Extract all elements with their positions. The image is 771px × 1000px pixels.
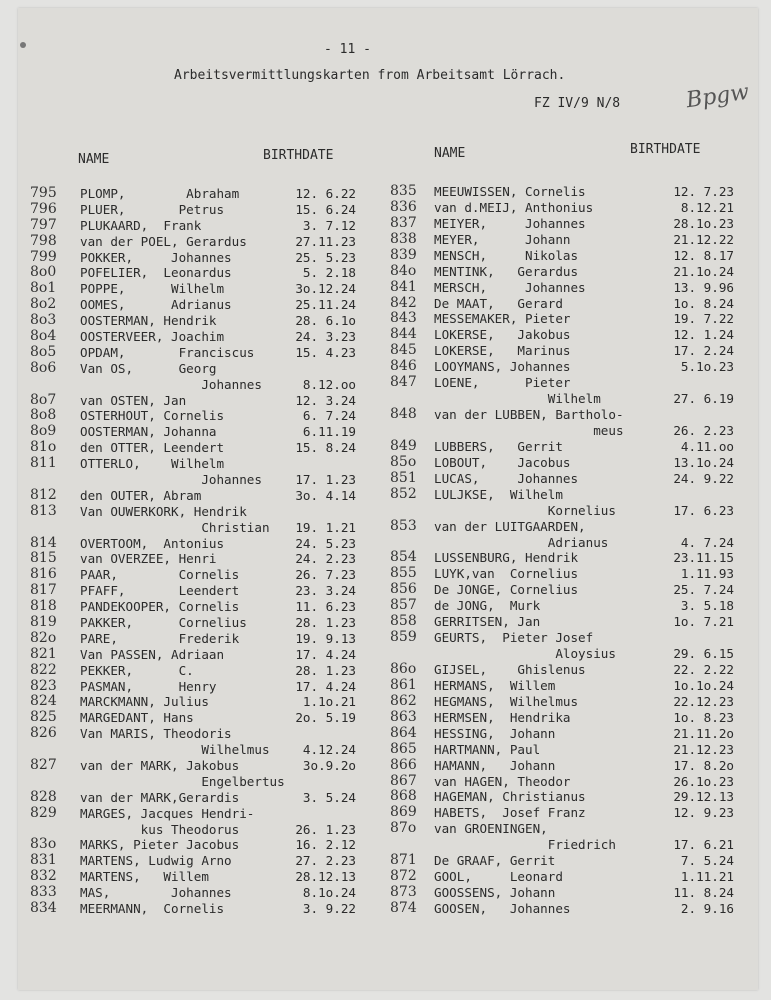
record-name: Engelbertus xyxy=(80,773,285,789)
record-name: HABETS, Josef Franz xyxy=(434,805,586,821)
record-birthdate: 15. 8.24 xyxy=(295,440,356,456)
record-birthdate: 17. 4.24 xyxy=(295,678,356,694)
record-name: HESSING, Johann xyxy=(434,725,556,741)
record-name: MARKS, Pieter Jacobus xyxy=(80,837,240,853)
record-name: OOSTERMAN, Hendrik xyxy=(80,313,217,329)
record-number: 865 xyxy=(390,740,417,757)
record-name: MEIYER, Johannes xyxy=(434,215,586,231)
record-birthdate: 26.1o.23 xyxy=(673,773,734,789)
record-name: LOBOUT, Jacobus xyxy=(434,454,571,470)
record-name: OOSTERMAN, Johanna xyxy=(80,424,217,440)
record-number: 869 xyxy=(390,804,417,821)
record-number: 796 xyxy=(30,200,57,217)
record-name: van GROENINGEN, xyxy=(434,821,548,837)
record-number: 795 xyxy=(30,185,57,201)
record-name: Johannes xyxy=(80,472,262,487)
record-name: GEURTS, Pieter Josef xyxy=(434,630,594,646)
record-number: 866 xyxy=(390,756,417,773)
record-number: 82o xyxy=(30,629,57,646)
record-number: 797 xyxy=(30,216,57,233)
record-name: PARE, Frederik xyxy=(80,630,240,646)
record-number: 858 xyxy=(390,613,417,630)
record-number: 859 xyxy=(390,629,417,646)
record-birthdate: 21.12.23 xyxy=(673,741,734,757)
record-name: LOKERSE, Marinus xyxy=(434,343,571,359)
record-birthdate: 1.11.93 xyxy=(680,566,734,582)
record-number: 834 xyxy=(30,900,57,916)
record-name: van OSTEN, Jan xyxy=(80,392,187,408)
record-number: 83o xyxy=(30,836,57,853)
record-number: 863 xyxy=(390,708,417,725)
record-name: PANDEKOOPER, Cornelis xyxy=(80,599,240,615)
record-number: 818 xyxy=(30,598,57,615)
record-number: 81o xyxy=(30,439,57,456)
record-number: 825 xyxy=(30,709,57,726)
record-number: 829 xyxy=(30,804,57,821)
record-name: GIJSEL, Ghislenus xyxy=(434,662,586,677)
record-number: 836 xyxy=(390,198,417,215)
record-birthdate: 12. 6.22 xyxy=(295,186,356,201)
record-name: Friedrich xyxy=(434,837,616,853)
record-name: van d.MEIJ, Anthonius xyxy=(434,199,594,215)
record-birthdate: 5. 2.18 xyxy=(302,265,356,281)
record-name: De GRAAF, Gerrit xyxy=(434,853,556,869)
record-birthdate: 17. 6.21 xyxy=(673,837,734,853)
record-number: 824 xyxy=(30,693,57,710)
record-birthdate: 21.12.22 xyxy=(673,231,734,247)
record-number: 831 xyxy=(30,852,57,869)
record-number: 798 xyxy=(30,232,57,249)
record-number: 862 xyxy=(390,692,417,709)
record-number: 848 xyxy=(390,406,417,423)
record-list xyxy=(18,8,758,990)
record-number: 854 xyxy=(390,549,417,566)
record-number: 819 xyxy=(30,614,57,630)
record-name: PASMAN, Henry xyxy=(80,678,217,694)
right-name-header: NAME xyxy=(434,146,466,161)
record-name: Aloysius xyxy=(434,646,616,662)
record-number: 8o3 xyxy=(30,312,57,329)
record-birthdate: 23. 3.24 xyxy=(295,583,356,599)
record-name: PAAR, Cornelis xyxy=(80,567,240,583)
record-name: HAGEMAN, Christianus xyxy=(434,789,586,805)
record-birthdate: 4. 7.24 xyxy=(680,534,734,550)
record-birthdate: 11. 8.24 xyxy=(673,885,734,901)
record-birthdate: 3. 7.12 xyxy=(302,217,356,233)
record-name: Johannes xyxy=(80,376,262,392)
record-number: 826 xyxy=(30,725,57,742)
record-name: HERMANS, Willem xyxy=(434,677,556,693)
record-name: MERSCH, Johannes xyxy=(434,279,586,295)
record-name: OOMES, Adrianus xyxy=(80,297,232,313)
record-number: 868 xyxy=(390,788,417,805)
record-number: 87o xyxy=(390,820,417,837)
record-birthdate: 27.11.23 xyxy=(295,233,356,249)
record-name: van der LUBBEN, Bartholo- xyxy=(434,407,624,423)
record-name: MARGEDANT, Hans xyxy=(80,710,194,726)
record-number: 837 xyxy=(390,214,417,231)
record-number: 812 xyxy=(30,486,57,503)
left-name-header: NAME xyxy=(78,152,110,167)
record-birthdate: 28.1o.23 xyxy=(673,215,734,231)
record-number: 811 xyxy=(30,455,57,472)
record-name: MEEUWISSEN, Cornelis xyxy=(434,184,586,199)
record-birthdate: 24. 3.23 xyxy=(295,329,356,344)
record-birthdate: 3. 9.22 xyxy=(302,901,356,916)
record-name: POPPE, Wilhelm xyxy=(80,281,225,297)
record-name: OPDAM, Franciscus xyxy=(80,344,255,360)
record-number: 835 xyxy=(390,183,417,199)
record-birthdate: 1o. 7.21 xyxy=(673,614,734,630)
record-birthdate: 4.11.oo xyxy=(680,438,734,454)
record-birthdate: 26. 2.23 xyxy=(673,423,734,438)
record-birthdate: 1.11.21 xyxy=(680,869,734,885)
record-birthdate: 1o. 8.23 xyxy=(673,709,734,725)
record-birthdate: 25. 5.23 xyxy=(295,249,356,265)
record-name: Kornelius xyxy=(434,502,616,518)
record-name: Van OS, Georg xyxy=(80,360,217,376)
record-birthdate: 22.12.23 xyxy=(673,693,734,709)
record-birthdate: 24. 2.23 xyxy=(295,551,356,567)
record-number: 827 xyxy=(30,757,57,773)
document-page xyxy=(18,8,758,990)
record-number: 822 xyxy=(30,661,57,678)
record-number: 867 xyxy=(390,772,417,789)
record-birthdate: 3o.9.2o xyxy=(302,758,356,773)
record-number: 857 xyxy=(390,597,417,614)
record-name: MARTENS, Ludwig Arno xyxy=(80,853,232,869)
record-birthdate: 12. 7.23 xyxy=(673,184,734,199)
record-name: MESSEMAKER, Pieter xyxy=(434,311,571,327)
record-name: GOOL, Leonard xyxy=(434,869,563,885)
record-birthdate: 5.1o.23 xyxy=(680,359,734,375)
record-birthdate: 27. 2.23 xyxy=(295,853,356,869)
record-name: MEERMANN, Cornelis xyxy=(80,901,225,916)
record-name: LUCAS, Johannes xyxy=(434,470,579,486)
record-number: 816 xyxy=(30,566,57,583)
record-name: van OVERZEE, Henri xyxy=(80,551,217,567)
record-birthdate: 2. 9.16 xyxy=(680,901,734,916)
record-birthdate: 8.12.oo xyxy=(302,376,356,392)
record-name: MARTENS, Willem xyxy=(80,869,209,885)
record-birthdate: 19. 7.22 xyxy=(673,311,734,327)
record-birthdate: 12. 8.17 xyxy=(673,247,734,263)
record-name: van der LUITGAARDEN, xyxy=(434,518,586,534)
record-name: Van OUWERKORK, Hendrik xyxy=(80,503,247,519)
record-name: Adrianus xyxy=(434,534,609,550)
record-birthdate: 22. 2.22 xyxy=(673,662,734,677)
record-birthdate: 12. 1.24 xyxy=(673,327,734,343)
record-number: 841 xyxy=(390,278,417,295)
record-number: 864 xyxy=(390,724,417,741)
record-birthdate: 28. 6.1o xyxy=(295,313,356,329)
record-birthdate: 29.12.13 xyxy=(673,789,734,805)
record-number: 852 xyxy=(390,485,417,502)
record-birthdate: 26. 1.23 xyxy=(295,821,356,837)
record-number: 873 xyxy=(390,884,417,901)
record-number: 821 xyxy=(30,645,57,662)
record-birthdate: 21.1o.24 xyxy=(673,263,734,279)
record-birthdate: 3. 5.24 xyxy=(302,789,356,805)
record-name: PLUKAARD, Frank xyxy=(80,217,202,233)
document-title: Arbeitsvermittlungskarten from Arbeitsamt Lörrach. xyxy=(174,68,566,83)
record-birthdate: 19. 1.21 xyxy=(295,519,356,535)
record-birthdate: 24. 5.23 xyxy=(295,535,356,551)
record-birthdate: 8.1o.24 xyxy=(302,885,356,901)
record-number: 847 xyxy=(390,374,417,391)
record-name: PFAFF, Leendert xyxy=(80,583,240,599)
record-number: 8o4 xyxy=(30,328,57,344)
handwritten-signature: Bpgw xyxy=(684,79,751,114)
record-number: 8o1 xyxy=(30,280,57,297)
record-name: MARGES, Jacques Hendri- xyxy=(80,805,255,821)
record-name: de JONG, Murk xyxy=(434,598,541,614)
record-number: 839 xyxy=(390,246,417,263)
record-name: LUBBERS, Gerrit xyxy=(434,438,563,454)
record-birthdate: 17. 2.24 xyxy=(673,343,734,359)
record-name: van der MARK,Gerardis xyxy=(80,789,240,805)
record-birthdate: 1.1o.21 xyxy=(302,694,356,710)
record-name: LUYK,van Cornelius xyxy=(434,566,579,582)
record-name: GOOSEN, Johannes xyxy=(434,901,571,916)
record-number: 8o5 xyxy=(30,343,57,360)
record-number: 872 xyxy=(390,868,417,885)
record-number: 814 xyxy=(30,534,57,551)
record-name: POKKER, Johannes xyxy=(80,249,232,265)
record-number: 851 xyxy=(390,469,417,486)
record-birthdate: 25. 7.24 xyxy=(673,582,734,598)
record-name: De JONGE, Cornelius xyxy=(434,582,579,598)
record-name: POFELIER, Leonardus xyxy=(80,265,232,281)
record-birthdate: 3o.12.24 xyxy=(295,281,356,297)
record-birthdate: 6.11.19 xyxy=(302,424,356,440)
record-number: 871 xyxy=(390,852,417,869)
record-name: PLUER, Petrus xyxy=(80,201,225,217)
record-number: 853 xyxy=(390,517,417,534)
record-name: LOOYMANS, Johannes xyxy=(434,359,571,375)
record-name: HERMSEN, Hendrika xyxy=(434,709,571,725)
record-birthdate: 17. 8.2o xyxy=(673,757,734,773)
record-name: De MAAT, Gerard xyxy=(434,295,563,311)
page-number: - 11 - xyxy=(324,42,371,57)
record-number: 844 xyxy=(390,326,417,343)
record-name: LUSSENBURG, Hendrik xyxy=(434,550,579,566)
record-birthdate: 4.12.24 xyxy=(302,742,356,758)
record-number: 842 xyxy=(390,294,417,311)
record-birthdate: 13.1o.24 xyxy=(673,454,734,470)
record-birthdate: 27. 6.19 xyxy=(673,391,734,407)
record-name: OTTERLO, Wilhelm xyxy=(80,456,225,472)
record-number: 828 xyxy=(30,788,57,805)
record-name: LULJKSE, Wilhelm xyxy=(434,486,563,502)
record-birthdate: 16. 2.12 xyxy=(295,837,356,853)
record-name: van HAGEN, Theodor xyxy=(434,773,571,789)
record-name: Wilhelmus xyxy=(80,742,270,758)
record-birthdate: 28.12.13 xyxy=(295,869,356,885)
record-name: PLOMP, Abraham xyxy=(80,186,240,201)
record-name: Wilhelm xyxy=(434,391,601,407)
record-name: MAS, Johannes xyxy=(80,885,232,901)
record-birthdate: 25.11.24 xyxy=(295,297,356,313)
record-birthdate: 8.12.21 xyxy=(680,199,734,215)
record-number: 856 xyxy=(390,581,417,598)
left-birthdate-header: BIRTHDATE xyxy=(263,148,334,163)
record-birthdate: 12. 3.24 xyxy=(295,392,356,408)
record-number: 855 xyxy=(390,565,417,582)
record-number: 813 xyxy=(30,502,57,519)
record-number: 84o xyxy=(390,262,417,279)
record-birthdate: 17. 6.23 xyxy=(673,502,734,518)
record-birthdate: 21.11.2o xyxy=(673,725,734,741)
record-name: OOSTERVEER, Joachim xyxy=(80,329,225,344)
record-name: MENTINK, Gerardus xyxy=(434,263,579,279)
record-birthdate: 3o. 4.14 xyxy=(295,487,356,503)
record-number: 8o8 xyxy=(30,407,57,424)
record-birthdate: 1o.1o.24 xyxy=(673,677,734,693)
record-birthdate: 3. 5.18 xyxy=(680,598,734,614)
record-number: 843 xyxy=(390,310,417,327)
record-name: HARTMANN, Paul xyxy=(434,741,541,757)
record-number: 832 xyxy=(30,868,57,885)
record-birthdate: 23.11.15 xyxy=(673,550,734,566)
record-birthdate: 13. 9.96 xyxy=(673,279,734,295)
record-birthdate: 17. 1.23 xyxy=(295,472,356,487)
record-name: LOKERSE, Jakobus xyxy=(434,327,571,343)
record-name: PEKKER, C. xyxy=(80,662,194,678)
record-name: LOENE, Pieter xyxy=(434,375,571,391)
record-birthdate: 2o. 5.19 xyxy=(295,710,356,726)
record-number: 8o7 xyxy=(30,391,57,408)
record-name: den OTTER, Leendert xyxy=(80,440,225,456)
record-birthdate: 1o. 8.24 xyxy=(673,295,734,311)
record-birthdate: 15. 6.24 xyxy=(295,201,356,217)
record-number: 833 xyxy=(30,884,57,901)
record-name: GERRITSEN, Jan xyxy=(434,614,541,630)
record-name: den OUTER, Abram xyxy=(80,487,202,503)
record-name: Van PASSEN, Adriaan xyxy=(80,646,225,662)
record-name: OVERTOOM, Antonius xyxy=(80,535,225,551)
record-name: van der MARK, Jakobus xyxy=(80,758,240,773)
record-name: Christian xyxy=(80,519,270,535)
record-number: 823 xyxy=(30,677,57,694)
right-birthdate-header: BIRTHDATE xyxy=(630,142,701,157)
record-name: HEGMANS, Wilhelmus xyxy=(434,693,579,709)
record-name: meus xyxy=(434,423,624,438)
record-name: MARCKMANN, Julius xyxy=(80,694,209,710)
record-number: 85o xyxy=(390,453,417,470)
record-name: Van MARIS, Theodoris xyxy=(80,726,232,742)
record-birthdate: 24. 9.22 xyxy=(673,470,734,486)
record-name: MENSCH, Nikolas xyxy=(434,247,579,263)
record-number: 817 xyxy=(30,582,57,599)
record-name: GOOSSENS, Johann xyxy=(434,885,556,901)
record-name: HAMANN, Johann xyxy=(434,757,556,773)
record-birthdate: 28. 1.23 xyxy=(295,615,356,630)
record-name: van der POEL, Gerardus xyxy=(80,233,247,249)
record-number: 8o6 xyxy=(30,359,57,376)
record-number: 86o xyxy=(390,661,417,677)
record-number: 861 xyxy=(390,676,417,693)
record-number: 799 xyxy=(30,248,57,265)
record-number: 874 xyxy=(390,900,417,916)
record-birthdate: 7. 5.24 xyxy=(680,853,734,869)
record-birthdate: 12. 9.23 xyxy=(673,805,734,821)
record-number: 8o2 xyxy=(30,296,57,313)
record-birthdate: 26. 7.23 xyxy=(295,567,356,583)
record-number: 8o9 xyxy=(30,423,57,440)
record-number: 8o0 xyxy=(30,264,57,281)
file-reference: FZ IV/9 N/8 xyxy=(534,96,621,111)
record-number: 846 xyxy=(390,358,417,375)
record-name: kus Theodorus xyxy=(80,821,240,837)
record-name: PAKKER, Cornelius xyxy=(80,615,247,630)
record-number: 845 xyxy=(390,342,417,359)
record-number: 838 xyxy=(390,230,417,247)
record-birthdate: 11. 6.23 xyxy=(295,599,356,615)
record-birthdate: 19. 9.13 xyxy=(295,630,356,646)
record-birthdate: 15. 4.23 xyxy=(295,344,356,360)
record-birthdate: 6. 7.24 xyxy=(302,408,356,424)
record-birthdate: 28. 1.23 xyxy=(295,662,356,678)
record-name: MEYER, Johann xyxy=(434,231,571,247)
record-birthdate: 17. 4.24 xyxy=(295,646,356,662)
record-number: 849 xyxy=(390,437,417,454)
record-number: 815 xyxy=(30,550,57,567)
record-birthdate: 29. 6.15 xyxy=(673,646,734,662)
record-name: OSTERHOUT, Cornelis xyxy=(80,408,225,424)
